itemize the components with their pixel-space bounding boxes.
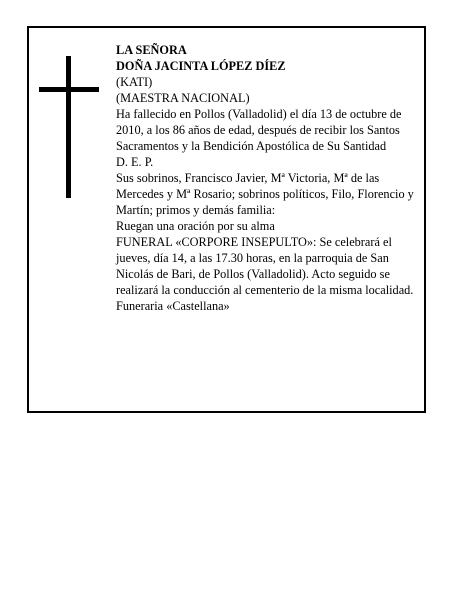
notice-heading-title: LA SEÑORA <box>116 43 187 57</box>
cross-vertical-bar <box>66 56 71 198</box>
deceased-name: DOÑA JACINTA LÓPEZ DÍEZ <box>116 59 286 73</box>
funeral-home: Funeraria «Castellana» <box>116 299 230 313</box>
family-members: Sus sobrinos, Francisco Javier, Mª Victoria, Mª de las Mercedes y Mª Rosario; sobrinos políticos, Filo, Florencio y Martín; primos y demás familia: <box>116 171 414 217</box>
obituary-notice-frame <box>27 26 426 413</box>
prayer-request: Ruegan una oración por su alma <box>116 219 275 233</box>
cross-horizontal-bar <box>39 87 99 92</box>
rest-in-peace: D. E. P. <box>116 155 154 169</box>
deceased-nickname: (KATI) <box>116 75 153 89</box>
obituary-text <box>116 42 421 314</box>
death-announcement: Ha fallecido en Pollos (Valladolid) el día 13 de octubre de 2010, a los 86 años de edad, después de recibir los Santos Sacramentos y la Bendición Apostólica de Su Santidad <box>116 107 402 153</box>
deceased-profession: (MAESTRA NACIONAL) <box>116 91 250 105</box>
latin-cross-icon <box>39 56 99 198</box>
funeral-details: FUNERAL «CORPORE INSEPULTO»: Se celebrará el jueves, día 14, a las 17.30 horas, en la parroquia de San Nicolás de Bari, de Pollos (Valladolid). Acto seguido se realizará la conducción al cementerio de la misma localidad. <box>116 235 414 297</box>
